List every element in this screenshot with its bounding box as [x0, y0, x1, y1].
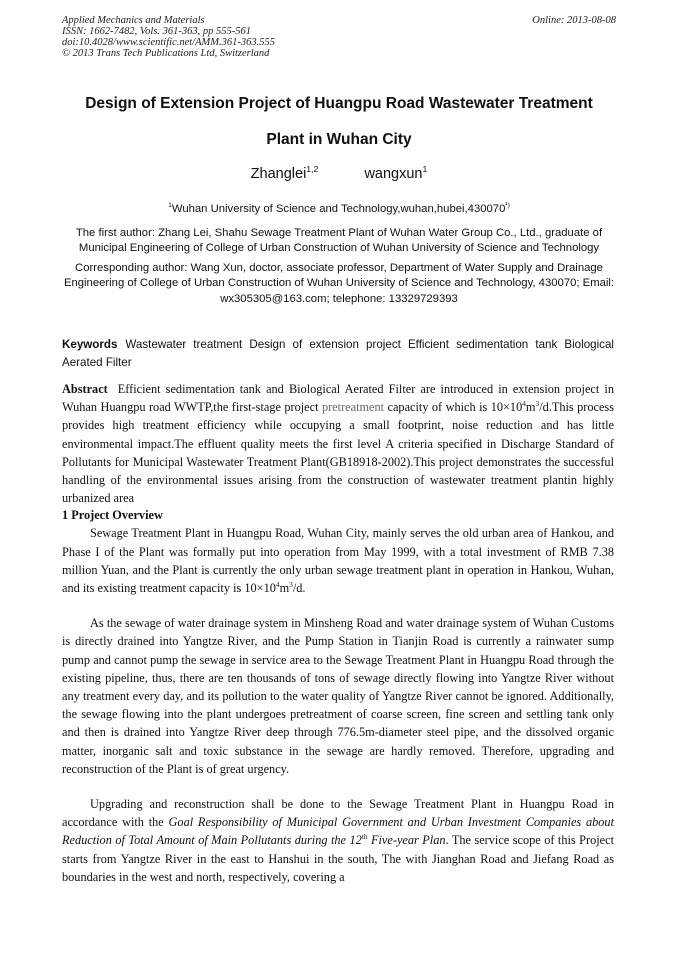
abstract-text: m: [525, 400, 536, 415]
body-paragraph: [62, 795, 614, 886]
first-author-note: The first author: Zhang Lei, Shahu Sewage Treatment Plant of Wuhan Water Group Co., Ltd., graduate of Municipal Engineering of College of Urban Construction of Wuhan University of Science and Technology: [75, 226, 603, 254]
abstract-label: Abstract: [62, 382, 108, 396]
doi-line: doi:10.4028/www.scientific.net/AMM.361-363.555: [62, 37, 275, 48]
abstract-text: capacity of which is 10×10: [384, 400, 523, 415]
superscript: th: [361, 832, 368, 842]
author-name: wangxun: [364, 166, 423, 182]
author-list: [62, 164, 616, 184]
paragraph-text: . The service scope of this Project starts from Yangtze River in the east to Hanshui in the south, The with Jianghan Road and Jiefang Road as boundaries in the west and north, respectively, covering a: [62, 833, 614, 884]
italic-text: Goal Responsibility of Municipal Government and Urban Investment Companies about Reduction of Total Amount of Main Pollutants during the 12: [62, 815, 614, 848]
paragraph-text: Sewage Treatment Plant in Huangpu Road, Wuhan City, mainly serves the old urban area of Hankou, and Phase I of the Plant was formally put into operation from May 1999, with a total investment of RMB 7.38 million Yuan, and the Plant is currently the only urban sewage treatment plant in operation in Hankou, Wuhan, and its existing treatment capacity is 10×10: [62, 526, 614, 596]
keywords-text: Wastewater treatment Design of extension project Efficient sedimentation tank Biological Aerated Filter: [62, 338, 614, 369]
online-date: Online: 2013-08-08: [532, 15, 616, 26]
paragraph-text: m: [279, 581, 290, 596]
title-line-2: Plant in Wuhan City: [266, 131, 412, 148]
keywords-label: Keywords: [62, 338, 118, 351]
author-name: Zhanglei: [250, 166, 307, 182]
body-paragraph: [62, 524, 614, 597]
affiliation-block: [62, 202, 616, 307]
paper-title: [62, 86, 616, 158]
journal-header: [62, 15, 616, 59]
affiliation-text: Wuhan University of Science and Technology,wuhan,hubei,430070: [171, 203, 506, 215]
superscript: 4: [522, 399, 526, 409]
keywords: [62, 336, 614, 372]
affil-mark: 1: [168, 202, 172, 210]
superscript: 4: [275, 579, 280, 589]
author-affil-mark: 1: [422, 164, 428, 175]
paper-body: [62, 380, 614, 886]
superscript: 3: [535, 399, 540, 409]
affil-tail: ¹): [505, 202, 510, 210]
abstract-text: /d.This process provides high treatment efficiency while occupying a small footprint, noise reduction and has little environmental impact.The effluent quality meets the first level A criteria specified in Discharge Standard of Pollutants for Municipal Wastewater Treatment Plant(GB18918-2002).This project demonstrates the successful handling of the environmental issues arising from the construction of wastewater treatment plantin highly urbanized area: [62, 400, 614, 506]
journal-name: Applied Mechanics and Materials: [62, 15, 205, 26]
superscript: 3: [289, 579, 293, 589]
corresponding-author-note: Corresponding author: Wang Xun, doctor, associate professor, Department of Water Supply and Drainage Engineering of College of Urban Construction of Wuhan University of Science and Technology, 430070; Email: wx305305@163.com; telephone: 13329729393: [63, 261, 615, 305]
paragraph-text: /d.: [292, 581, 306, 596]
italic-text: Five-year Plan: [367, 833, 446, 848]
author-affil-mark: 1,2: [306, 164, 319, 175]
pretreatment-term: pretreatment: [321, 400, 385, 415]
title-line-1: Design of Extension Project of Huangpu Road Wastewater Treatment: [85, 95, 593, 112]
copyright-line: © 2013 Trans Tech Publications Ltd, Switzerland: [62, 48, 270, 59]
paragraph-text: Upgrading and reconstruction shall be done to the Sewage Treatment Plant in Huangpu Road in accordance with the: [62, 797, 614, 830]
issn-line: ISSN: 1662-7482, Vols. 361-363, pp 555-561: [62, 26, 251, 37]
affiliation-line: [62, 202, 616, 218]
abstract: [62, 380, 614, 507]
abstract-text: Efficient sedimentation tank and Biological Aerated Filter are introduced in extension project in Wuhan Huangpu road WWTP,the first-stage project: [62, 382, 614, 415]
section-heading: 1 Project Overview: [62, 508, 163, 523]
body-paragraph: As the sewage of water drainage system in Minsheng Road and water drainage system of Wuhan Customs is directly drained into Yangtze River, and the Pump Station in Tianjin Road is currently a rainwater sump pump and cannot pump the sewage in service area to the Sewage Treatment Plant in Huangpu Road through the existing pipeline, thus, there are ten thousands of tons of sewage directly flowing into Yangtze River without any treatment every day, and its pollution to the water quality of Yangtze River cannot be ignored. Additionally, the sewage flowing into the plant undergoes pretreatment of coarse screen, fine screen and settling tank only and then is drained into Yangtze River deep through 776.5m-diameter steel pipe, and the dissolved organic matter, inorganic salt and toxic substance in the sewage are hardly removed. Therefore, upgrading and reconstruction of the Plant is of great urgency.: [62, 616, 614, 776]
